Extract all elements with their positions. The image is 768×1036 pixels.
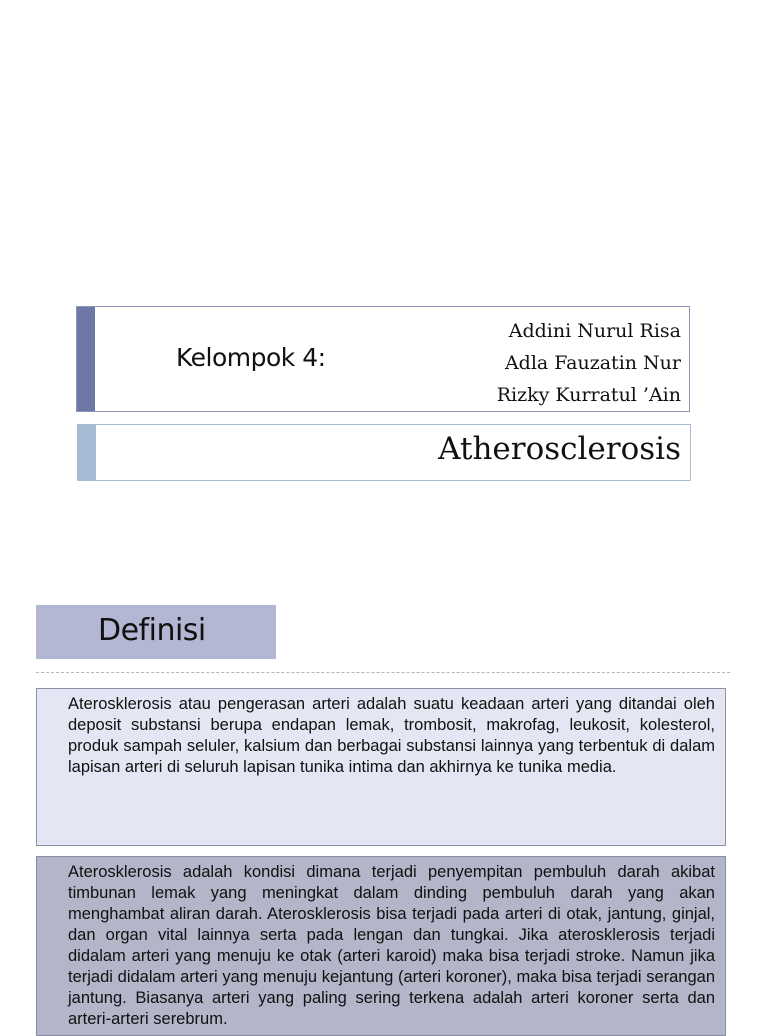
definition-paragraph-1: Aterosklerosis atau pengerasan arteri adalah suatu keadaan arteri yang ditandai oleh deposit substansi berupa endapan lemak, trombosit, makrofag, leukosit, kolesterol, produk sampah seluler, kalsium dan berbagai substansi lainnya yang terbentuk di dalam lapisan arteri di seluruh lapisan tunika intima dan akhirnya ke tunika media. (36, 688, 726, 846)
dashed-divider (36, 672, 730, 673)
author-box (76, 306, 690, 412)
section-heading-box (36, 605, 276, 659)
presentation-title: Atherosclerosis (438, 431, 681, 467)
group-label: Kelompok 4: (176, 343, 326, 372)
title-box (77, 424, 691, 481)
author-name: Adla Fauzatin Nur (504, 352, 681, 374)
author-name: Rizky Kurratul ’Ain (496, 384, 681, 406)
author-list (497, 315, 681, 411)
author-accent-bar (77, 307, 95, 411)
title-accent-bar (78, 425, 96, 480)
section-heading: Definisi (98, 613, 206, 648)
author-name: Addini Nurul Risa (508, 320, 681, 342)
definition-paragraph-2: Aterosklerosis adalah kondisi dimana terjadi penyempitan pembuluh darah akibat timbunan lemak yang meningkat dalam dinding pembuluh darah yang akan menghambat aliran darah. Aterosklerosis bisa terjadi pada arteri di otak, jantung, ginjal, dan organ vital lainnya serta pada lengan dan tungkai. Jika aterosklerosis terjadi didalam arteri yang menuju ke otak (arteri karoid) maka bisa terjadi stroke. Namun jika terjadi didalam arteri yang menuju kejantung (arteri koroner), maka bisa terjadi serangan jantung. Biasanya arteri yang paling sering terkena adalah arteri koroner serta dan arteri-arteri serebrum. (36, 856, 726, 1036)
